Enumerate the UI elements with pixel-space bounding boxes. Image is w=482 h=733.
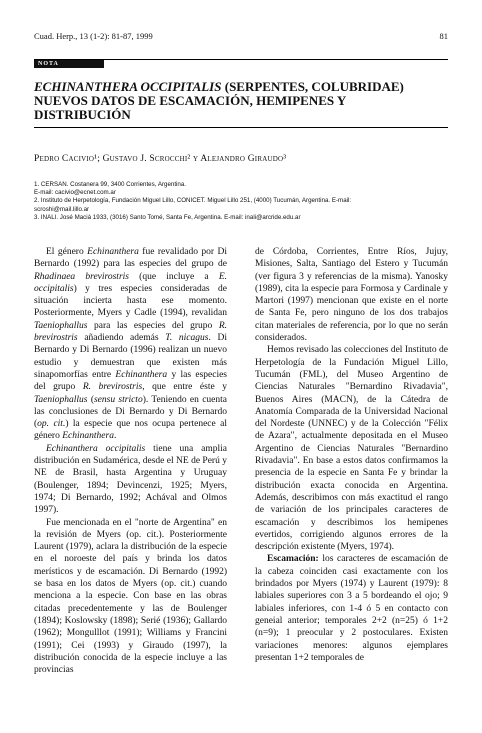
text-run: ) la especie que nos ocupa pertenece al género [34,419,227,442]
text-run: y las especies del grupo [34,369,228,393]
text-run: de Córdoba, Corrientes, Entre Ríos, Jujuy, Misiones, Salta, Santiago del Estero y Tucumán (ver figura 3 y referencias de la misma). Yanosky (1989), cita la especie para Formosa y Cardinale y Martori (1997) mencionan que existe en el norte de Santa Fe, pero ninguno de los dos trabajos citan materiales de referencia, por lo que no serán considerados. [255,247,448,344]
section-label: NOTA [34,60,104,68]
affiliation-line: 3. INALI. José Maciá 1933, (3016) Santo Tomé, Santa Fe, Argentina. E-mail: inali@arcride.edu.ar [34,213,301,221]
text-run: El género [46,247,88,257]
text-run: ) y tres especies consideradas de situación incierta hasta ese momento. Posteriormente, Myers y Cadle (1994), revalidan [34,283,227,319]
title-species: ECHINANTHERA OCCIPITALIS [34,79,222,94]
body-paragraph [34,517,227,677]
italic-text: T. nicagus [165,333,209,344]
italic-text: Taeniophallus [34,394,88,405]
italic-text: Rhadinaea brevirostris [34,271,129,282]
article-title [34,80,448,122]
italic-text: Echinanthera occipitalis [46,443,146,454]
italic-text: E. occipitalis [34,271,227,294]
affiliation-line: E-mail: cacivio@ecnet.com.ar [34,189,116,197]
run-in-heading: Escamación: [267,554,319,565]
text-run: (que incluye a [128,271,219,282]
affiliation-line: scroshi@mail.lillo.ar [34,205,90,213]
journal-citation: Cuad. Herp., 13 (1-2): 81-87, 1999 [34,31,153,41]
body-paragraph [255,553,448,664]
italic-text: R. brevirostris [34,320,227,344]
text-run: para las especies del grupo [87,320,219,331]
italic-text: Taeniophallus [34,320,88,331]
affiliations [34,181,448,222]
italic-text: op. cit. [37,419,66,430]
text-run: Hemos revisado las colecciones del Instituto de Herpetología de la Fundación Miguel Lillo, Tucumán (FML), del Museo Argentino de Ciencias Naturales "Bernardino Rivadavia", Buenos Aires (MACN), de la Cátedra de Anatomía Comparada de la Universidad Nacional del Nordeste (UNNEC) y de la Colección "Félix de Azara", actualmente depositada en el Museo Argentino de Ciencias Naturales "Bernardino Rivadavia". En base a estos datos confirmamos la presencia de la especie en Santa Fe y brindar la distribución exacta conocida en Argentina. Además, describimos con más exactitud el rango de variación de los principales caracteres de escamación y describimos los hemipenes evertidos, corrigiendo algunos errores de la descripción existente (Myers, 1974). [255,345,448,553]
italic-text: Echinanthera [115,369,168,380]
text-run: añadiendo además [77,333,166,344]
page-number: 81 [439,31,448,41]
title-line1-rest: (SERPENTES, COLUBRIDAE) [221,79,404,94]
body-paragraph [255,344,448,553]
italic-text: Echinanthera [87,247,139,257]
text-run: Fue mencionada en el "norte de Argentina" en la revisión de Myers (op. cit.). Posteriormente Laurent (1979), aclara la distribución de la especie en el noroeste del país y brinda los datos merísticos y de escamación. Di Bernardo (1992) se basa en los datos de Myers (op. cit.) cuando menciona a la especie. Con base en las obras citadas precedentemente y las de Boulenger (1894); Koslowsky (1898); Serié (1936); Gallardo (1962); Mongulllot (1991); Williams y Francini (1991); Cei (1993) y Giraudo (1997), la distribución conocida de la especie incluye a las provincias [34,517,227,676]
text-run: ( [87,394,94,405]
italic-text: R. brevirostris [82,382,143,393]
body-column-left [34,246,227,676]
affiliation-line: 1. CERSAN. Costanera 99, 3400 Corrientes, Argentina. [34,181,187,188]
italic-text: Echinanthera [62,431,114,442]
text-run: , que entre éste y [142,382,227,393]
text-run: . [113,431,117,442]
title-line3: DISTRIBUCIÓN [34,107,131,122]
title-rule [34,127,448,128]
body-paragraph [255,246,448,344]
body-paragraph [34,443,227,517]
affiliation-line: 2. Instituto de Herpetología, Fundación Miguel Lillo, CONICET. Miguel Lillo 251, (4000) Tucumán, Argentina. E-mail: [34,197,352,205]
text-run: tiene una amplia distribución en Sudamérica, desde el NE de Perú y NE de Brasil, hasta Argentina y Uruguay (Boulenger, 1894; Devincenzi, 1925; Myers, 1974; Di Bernardo, 1992; Achával and Olmos 1997). [34,443,228,516]
text-run: fue revalidado por Di Bernardo (1992) para las especies del grupo de [34,247,227,270]
body-paragraph [34,246,227,443]
author-list: Pedro Cacivio¹; Gustavo J. Scrocchi² y Alejandro Giraudo³ [34,154,287,164]
italic-text: sensu stricto [93,394,143,405]
text-run: los caracteres de escamación de la cabeza coinciden casi exactamente con los brindados por Myers (1974) y Laurent (1979): 8 labiales superiores con 3 a 5 bordeando el ojo; 9 labiales inferiores, con 1-4 ó 5 en contacto con geneial anterior; temporales 2+2 (n=25) ó 1+2 (n=9); 1 preocular y 2 postoculares. Existen variaciones menores: algunos ejemplares presentan 1+2 temporales de [255,554,448,663]
title-line2: NUEVOS DATOS DE ESCAMACIÓN, HEMIPENES Y [34,93,347,108]
running-header [34,31,448,41]
body-column-right [255,246,448,664]
text-run: . Di Bernardo y Di Bernardo (1996) realizan un nuevo estudio y demuestran que existen más sinapomorfías entre [34,333,227,380]
text-run: ). Teniendo en cuenta las conclusiones de Di Bernardo y Di Bernardo ( [34,394,227,430]
